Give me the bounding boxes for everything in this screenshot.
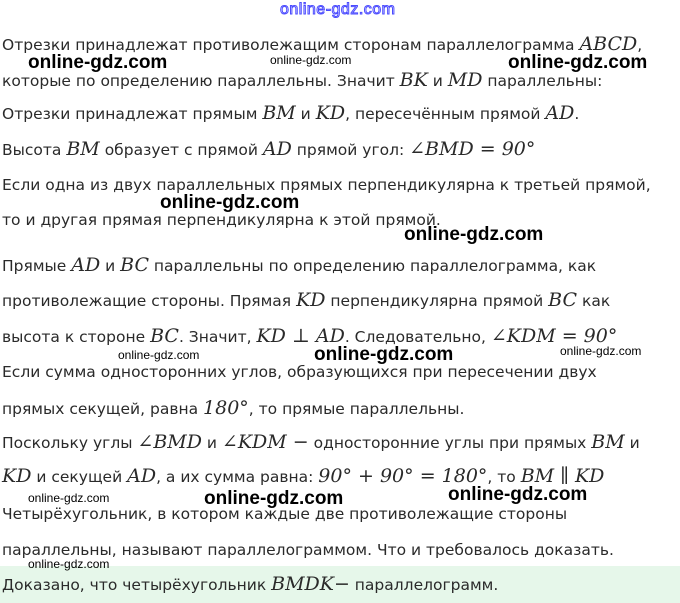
watermark: online-gdz.com (28, 52, 168, 73)
watermark: online-gdz.com (404, 224, 544, 245)
watermark: online-gdz.com (508, 52, 648, 73)
watermark: online-gdz.com (28, 557, 110, 571)
watermark: online-gdz.com (314, 344, 454, 365)
text-line: Если сумма односторонних углов, образующихся при пересечении двух (2, 363, 597, 381)
text-line: параллельны, называют параллелограммом. Что и требовалось доказать. (2, 541, 614, 559)
text-line: которые по определению параллельны. Значит BK и MD параллельны: (2, 69, 603, 91)
text-line: высота к стороне BC. Значит, KD ⊥ AD. Следовательно, ∠KDM = 90° (2, 325, 618, 347)
text-line: прямых секущей, равна 180°, то прямые параллельны. (2, 397, 465, 419)
text-line: Отрезки принадлежат противолежащим сторонам параллелограмма ABCD, (2, 33, 643, 55)
text-line: Высота BM образует с прямой AD прямой угол: ∠BMD = 90° (2, 138, 536, 160)
text-line: KD и секущей AD, а их сумма равна: 90° + 90° = 180°, то BM ∥ KD (2, 465, 605, 487)
text-line: Прямые AD и BC параллельны по определению параллелограмма, как (2, 254, 597, 276)
watermark: online-gdz.com (118, 348, 200, 362)
watermark: online-gdz.com (160, 192, 300, 213)
text-line: Четырёхугольник, в котором каждые две противолежащие стороны (2, 505, 568, 523)
watermark: online-gdz.com (270, 53, 352, 67)
text-line: противолежащие стороны. Прямая KD перпендикулярна прямой BC как (2, 289, 611, 311)
conclusion-line: Доказано, что четырёхугольник BMDK− параллелограмм. (2, 573, 499, 595)
watermark: online-gdz.com (448, 484, 588, 505)
watermark: online-gdz.com (560, 344, 642, 358)
text-line: Если одна из двух параллельных прямых перпендикулярна к третьей прямой, (2, 176, 651, 194)
text-line: Отрезки принадлежат прямым BM и KD, пересечённым прямой AD. (2, 102, 580, 124)
watermark: online-gdz.com (204, 488, 344, 509)
watermark-header: online-gdz.com (280, 1, 396, 18)
text-line: то и другая прямая перпендикулярна к этой прямой. (2, 211, 441, 229)
watermark: online-gdz.com (28, 491, 110, 505)
text-line: Поскольку углы ∠BMD и ∠KDM − односторонние углы при прямых BM и (2, 431, 640, 453)
